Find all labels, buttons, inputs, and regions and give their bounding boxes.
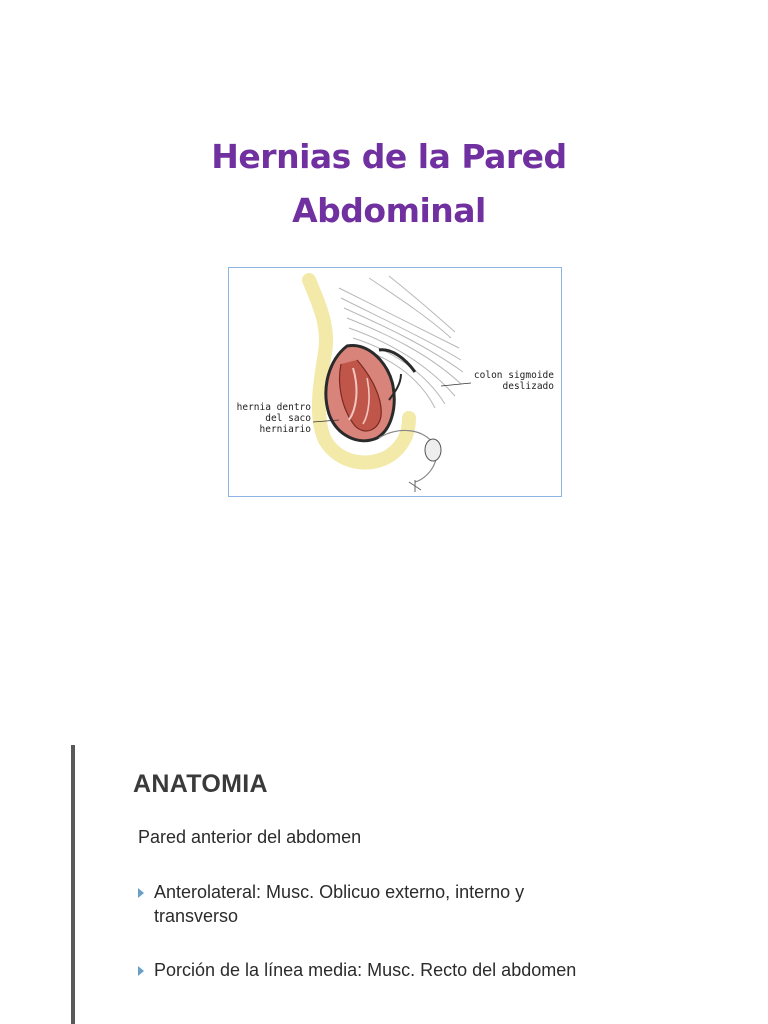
label-colon-sigmoide: colon sigmoide deslizado	[473, 370, 554, 392]
bullet-arrow-icon	[138, 966, 144, 976]
section-heading: ANATOMIA	[133, 770, 268, 798]
hernia-illustration	[228, 267, 562, 497]
section-subheading: Pared anterior del abdomen	[138, 827, 362, 847]
slide-title-line-1: Hernias de la Pared	[211, 137, 567, 176]
slide-accent-bar	[71, 745, 75, 1024]
bullet-item	[138, 958, 598, 982]
bullet-arrow-icon	[138, 888, 144, 898]
bullet-text: Porción de la línea media: Musc. Recto del abdomen	[154, 960, 577, 980]
slide-title-line-2: Abdominal	[292, 191, 486, 230]
label-hernia-saco: hernia dentro del saco herniario	[236, 402, 311, 435]
slide-title	[0, 130, 768, 238]
bullet-item	[138, 880, 598, 928]
bullet-text: Anterolateral: Musc. Oblicuo externo, interno y transverso	[154, 882, 525, 926]
